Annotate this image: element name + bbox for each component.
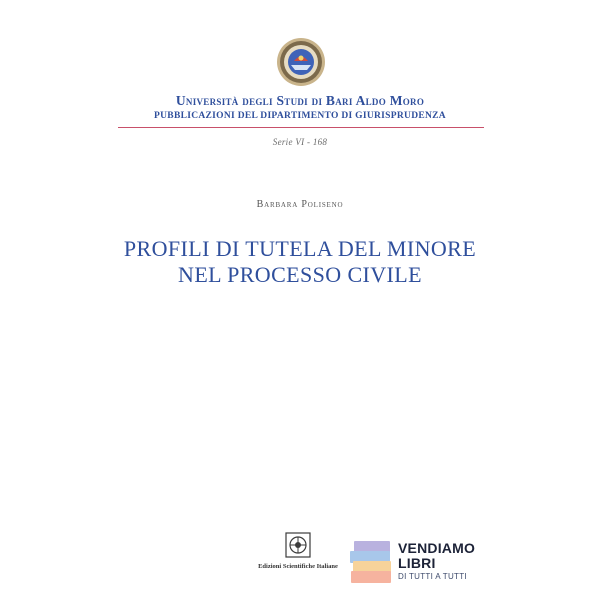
series-number: Serie VI - 168	[272, 137, 328, 147]
publisher-name: Edizioni Scientifiche Italiane	[258, 563, 338, 570]
book-title-line-1: PROFILI DI TUTELA DEL MINORE	[123, 236, 477, 261]
university-name: Università degli Studi di Bari Aldo Moro	[175, 93, 425, 108]
divider-line	[118, 127, 484, 128]
book-title	[0, 236, 600, 288]
book-title-line-2: NEL PROCESSO CIVILE	[178, 262, 422, 287]
department-name: PUBBLICAZIONI DEL DIPARTIMENTO DI GIURISPRUDENZA	[154, 111, 446, 121]
university-seal-icon	[276, 37, 326, 87]
author-name: Barbara Poliseno	[256, 199, 344, 210]
badge-line-3: DI TUTTI A TUTTI	[398, 572, 467, 581]
publisher-logo-icon	[283, 530, 313, 560]
vendiamo-libri-badge	[398, 541, 475, 583]
badge-line-1: VENDIAMO	[398, 540, 476, 556]
badge-line-2: LIBRI	[398, 555, 436, 571]
book-stack-layer	[351, 571, 391, 583]
vendiamo-libri-logo-icon	[350, 541, 394, 585]
